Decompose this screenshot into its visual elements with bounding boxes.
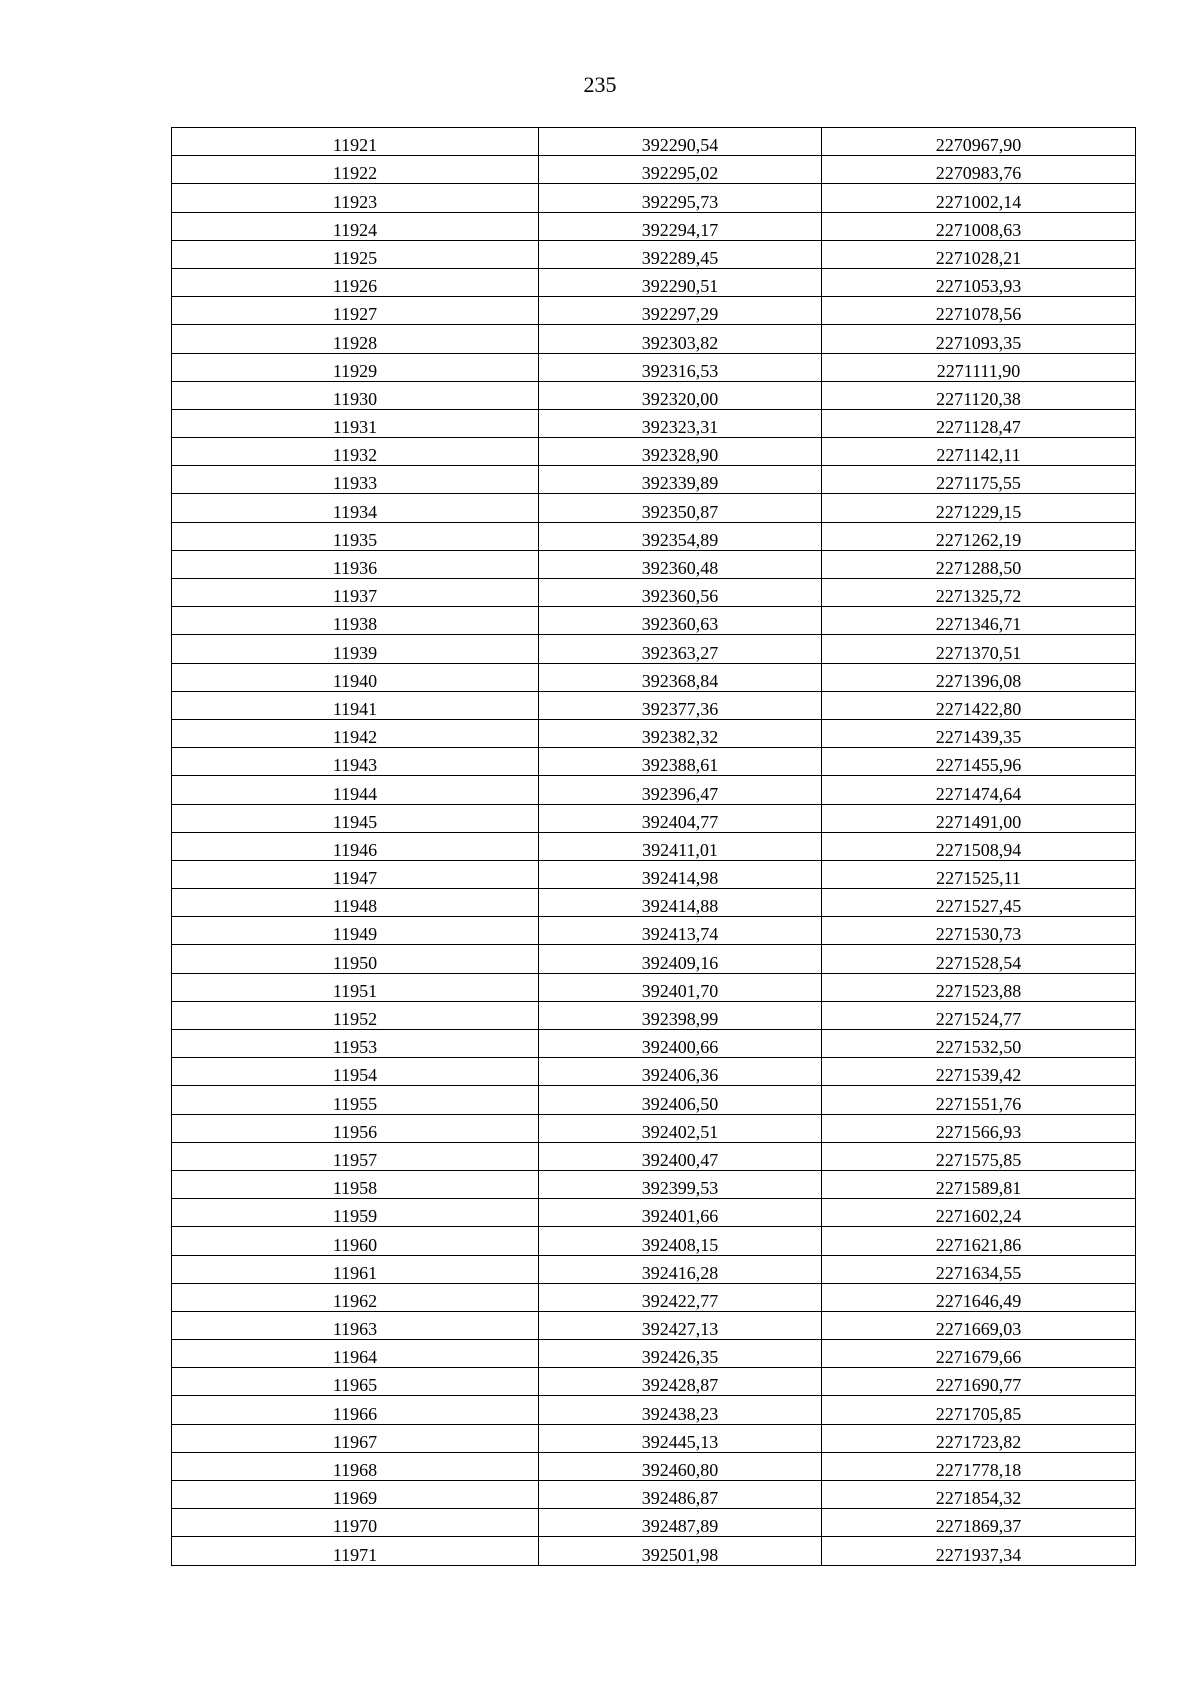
- y-coordinate-cell: 2271370,51: [822, 635, 1136, 663]
- table-row: [172, 522, 1136, 550]
- y-coordinate-cell: 2271229,15: [822, 494, 1136, 522]
- table-row: [172, 353, 1136, 381]
- point-number-cell: 11964: [172, 1340, 539, 1368]
- x-coordinate-cell: 392360,56: [539, 579, 822, 607]
- y-coordinate-cell: 2271589,81: [822, 1170, 1136, 1198]
- y-coordinate-cell: 2271093,35: [822, 325, 1136, 353]
- point-number-cell: 11942: [172, 719, 539, 747]
- y-coordinate-cell: 2271491,00: [822, 804, 1136, 832]
- table-row: [172, 917, 1136, 945]
- point-number-cell: 11962: [172, 1283, 539, 1311]
- y-coordinate-cell: 2271566,93: [822, 1114, 1136, 1142]
- point-number-cell: 11953: [172, 1030, 539, 1058]
- point-number-cell: 11931: [172, 409, 539, 437]
- table-row: [172, 719, 1136, 747]
- table-row: [172, 297, 1136, 325]
- point-number-cell: 11939: [172, 635, 539, 663]
- x-coordinate-cell: 392406,36: [539, 1058, 822, 1086]
- point-number-cell: 11967: [172, 1424, 539, 1452]
- table-row: [172, 156, 1136, 184]
- x-coordinate-cell: 392377,36: [539, 691, 822, 719]
- point-number-cell: 11963: [172, 1311, 539, 1339]
- x-coordinate-cell: 392297,29: [539, 297, 822, 325]
- x-coordinate-cell: 392289,45: [539, 240, 822, 268]
- y-coordinate-cell: 2271455,96: [822, 748, 1136, 776]
- point-number-cell: 11956: [172, 1114, 539, 1142]
- x-coordinate-cell: 392414,88: [539, 889, 822, 917]
- point-number-cell: 11943: [172, 748, 539, 776]
- y-coordinate-cell: 2271532,50: [822, 1030, 1136, 1058]
- table-row: [172, 748, 1136, 776]
- x-coordinate-cell: 392416,28: [539, 1255, 822, 1283]
- point-number-cell: 11970: [172, 1509, 539, 1537]
- y-coordinate-cell: 2271530,73: [822, 917, 1136, 945]
- y-coordinate-cell: 2270983,76: [822, 156, 1136, 184]
- x-coordinate-cell: 392396,47: [539, 776, 822, 804]
- x-coordinate-cell: 392303,82: [539, 325, 822, 353]
- table-row: [172, 1368, 1136, 1396]
- table-row: [172, 1170, 1136, 1198]
- table-row: [172, 635, 1136, 663]
- table-row: [172, 1481, 1136, 1509]
- point-number-cell: 11936: [172, 550, 539, 578]
- x-coordinate-cell: 392320,00: [539, 381, 822, 409]
- y-coordinate-cell: 2271346,71: [822, 607, 1136, 635]
- x-coordinate-cell: 392382,32: [539, 719, 822, 747]
- y-coordinate-cell: 2271528,54: [822, 945, 1136, 973]
- x-coordinate-cell: 392428,87: [539, 1368, 822, 1396]
- y-coordinate-cell: 2271669,03: [822, 1311, 1136, 1339]
- table-row: [172, 466, 1136, 494]
- table-row: [172, 1227, 1136, 1255]
- table-row: [172, 1030, 1136, 1058]
- x-coordinate-cell: 392350,87: [539, 494, 822, 522]
- point-number-cell: 11924: [172, 212, 539, 240]
- y-coordinate-cell: 2271527,45: [822, 889, 1136, 917]
- point-number-cell: 11949: [172, 917, 539, 945]
- x-coordinate-cell: 392398,99: [539, 1001, 822, 1029]
- point-number-cell: 11966: [172, 1396, 539, 1424]
- table-row: [172, 832, 1136, 860]
- y-coordinate-cell: 2271679,66: [822, 1340, 1136, 1368]
- table-row: [172, 1058, 1136, 1086]
- x-coordinate-cell: 392399,53: [539, 1170, 822, 1198]
- x-coordinate-cell: 392400,47: [539, 1142, 822, 1170]
- y-coordinate-cell: 2271288,50: [822, 550, 1136, 578]
- point-number-cell: 11968: [172, 1452, 539, 1480]
- point-number-cell: 11950: [172, 945, 539, 973]
- y-coordinate-cell: 2271602,24: [822, 1199, 1136, 1227]
- table-row: [172, 663, 1136, 691]
- x-coordinate-cell: 392501,98: [539, 1537, 822, 1565]
- x-coordinate-cell: 392388,61: [539, 748, 822, 776]
- page-number: 235: [583, 72, 617, 97]
- point-number-cell: 11971: [172, 1537, 539, 1565]
- x-coordinate-cell: 392294,17: [539, 212, 822, 240]
- table-row: [172, 607, 1136, 635]
- y-coordinate-cell: 2271551,76: [822, 1086, 1136, 1114]
- x-coordinate-cell: 392290,51: [539, 268, 822, 296]
- y-coordinate-cell: 2271008,63: [822, 212, 1136, 240]
- y-coordinate-cell: 2271508,94: [822, 832, 1136, 860]
- y-coordinate-cell: 2271539,42: [822, 1058, 1136, 1086]
- point-number-cell: 11960: [172, 1227, 539, 1255]
- point-number-cell: 11928: [172, 325, 539, 353]
- y-coordinate-cell: 2271474,64: [822, 776, 1136, 804]
- x-coordinate-cell: 392427,13: [539, 1311, 822, 1339]
- table-row: [172, 325, 1136, 353]
- table-row: [172, 1509, 1136, 1537]
- table-row: [172, 1340, 1136, 1368]
- y-coordinate-cell: 2271575,85: [822, 1142, 1136, 1170]
- x-coordinate-cell: 392339,89: [539, 466, 822, 494]
- x-coordinate-cell: 392422,77: [539, 1283, 822, 1311]
- table-row: [172, 860, 1136, 888]
- y-coordinate-cell: 2271422,80: [822, 691, 1136, 719]
- point-number-cell: 11965: [172, 1368, 539, 1396]
- point-number-cell: 11955: [172, 1086, 539, 1114]
- table-row: [172, 973, 1136, 1001]
- point-number-cell: 11926: [172, 268, 539, 296]
- table-row: [172, 776, 1136, 804]
- table-row: [172, 240, 1136, 268]
- x-coordinate-cell: 392400,66: [539, 1030, 822, 1058]
- x-coordinate-cell: 392487,89: [539, 1509, 822, 1537]
- x-coordinate-cell: 392438,23: [539, 1396, 822, 1424]
- x-coordinate-cell: 392323,31: [539, 409, 822, 437]
- y-coordinate-cell: 2271120,38: [822, 381, 1136, 409]
- y-coordinate-cell: 2271175,55: [822, 466, 1136, 494]
- table-row: [172, 212, 1136, 240]
- table-row: [172, 409, 1136, 437]
- y-coordinate-cell: 2271937,34: [822, 1537, 1136, 1565]
- x-coordinate-cell: 392406,50: [539, 1086, 822, 1114]
- y-coordinate-cell: 2271634,55: [822, 1255, 1136, 1283]
- coordinates-table-body: [172, 128, 1136, 1566]
- table-row: [172, 438, 1136, 466]
- x-coordinate-cell: 392290,54: [539, 128, 822, 156]
- point-number-cell: 11938: [172, 607, 539, 635]
- point-number-cell: 11947: [172, 860, 539, 888]
- point-number-cell: 11941: [172, 691, 539, 719]
- y-coordinate-cell: 2271078,56: [822, 297, 1136, 325]
- y-coordinate-cell: 2271723,82: [822, 1424, 1136, 1452]
- table-row: [172, 945, 1136, 973]
- x-coordinate-cell: 392409,16: [539, 945, 822, 973]
- table-row: [172, 1424, 1136, 1452]
- x-coordinate-cell: 392328,90: [539, 438, 822, 466]
- y-coordinate-cell: 2271621,86: [822, 1227, 1136, 1255]
- table-row: [172, 550, 1136, 578]
- x-coordinate-cell: 392414,98: [539, 860, 822, 888]
- x-coordinate-cell: 392316,53: [539, 353, 822, 381]
- x-coordinate-cell: 392404,77: [539, 804, 822, 832]
- y-coordinate-cell: 2271262,19: [822, 522, 1136, 550]
- x-coordinate-cell: 392360,63: [539, 607, 822, 635]
- table-row: [172, 1114, 1136, 1142]
- point-number-cell: 11952: [172, 1001, 539, 1029]
- x-coordinate-cell: 392460,80: [539, 1452, 822, 1480]
- y-coordinate-cell: 2271778,18: [822, 1452, 1136, 1480]
- y-coordinate-cell: 2271439,35: [822, 719, 1136, 747]
- table-row: [172, 1255, 1136, 1283]
- point-number-cell: 11921: [172, 128, 539, 156]
- y-coordinate-cell: 2271053,93: [822, 268, 1136, 296]
- table-row: [172, 1452, 1136, 1480]
- table-row: [172, 691, 1136, 719]
- x-coordinate-cell: 392401,66: [539, 1199, 822, 1227]
- point-number-cell: 11934: [172, 494, 539, 522]
- x-coordinate-cell: 392486,87: [539, 1481, 822, 1509]
- x-coordinate-cell: 392368,84: [539, 663, 822, 691]
- point-number-cell: 11961: [172, 1255, 539, 1283]
- table-row: [172, 889, 1136, 917]
- table-row: [172, 1537, 1136, 1565]
- table-row: [172, 1283, 1136, 1311]
- x-coordinate-cell: 392295,02: [539, 156, 822, 184]
- point-number-cell: 11930: [172, 381, 539, 409]
- y-coordinate-cell: 2271525,11: [822, 860, 1136, 888]
- y-coordinate-cell: 2271111,90: [822, 353, 1136, 381]
- y-coordinate-cell: 2271325,72: [822, 579, 1136, 607]
- point-number-cell: 11951: [172, 973, 539, 1001]
- point-number-cell: 11925: [172, 240, 539, 268]
- point-number-cell: 11935: [172, 522, 539, 550]
- y-coordinate-cell: 2271854,32: [822, 1481, 1136, 1509]
- y-coordinate-cell: 2271396,08: [822, 663, 1136, 691]
- table-row: [172, 381, 1136, 409]
- point-number-cell: 11932: [172, 438, 539, 466]
- y-coordinate-cell: 2271646,49: [822, 1283, 1136, 1311]
- y-coordinate-cell: 2271869,37: [822, 1509, 1136, 1537]
- point-number-cell: 11922: [172, 156, 539, 184]
- point-number-cell: 11946: [172, 832, 539, 860]
- table-row: [172, 1199, 1136, 1227]
- point-number-cell: 11923: [172, 184, 539, 212]
- table-row: [172, 268, 1136, 296]
- y-coordinate-cell: 2271028,21: [822, 240, 1136, 268]
- table-row: [172, 494, 1136, 522]
- x-coordinate-cell: 392295,73: [539, 184, 822, 212]
- y-coordinate-cell: 2271142,11: [822, 438, 1136, 466]
- table-row: [172, 1396, 1136, 1424]
- x-coordinate-cell: 392401,70: [539, 973, 822, 1001]
- point-number-cell: 11958: [172, 1170, 539, 1198]
- x-coordinate-cell: 392426,35: [539, 1340, 822, 1368]
- x-coordinate-cell: 392360,48: [539, 550, 822, 578]
- point-number-cell: 11940: [172, 663, 539, 691]
- x-coordinate-cell: 392354,89: [539, 522, 822, 550]
- x-coordinate-cell: 392363,27: [539, 635, 822, 663]
- table-row: [172, 1001, 1136, 1029]
- point-number-cell: 11969: [172, 1481, 539, 1509]
- point-number-cell: 11933: [172, 466, 539, 494]
- y-coordinate-cell: 2271705,85: [822, 1396, 1136, 1424]
- point-number-cell: 11937: [172, 579, 539, 607]
- table-row: [172, 184, 1136, 212]
- point-number-cell: 11954: [172, 1058, 539, 1086]
- y-coordinate-cell: 2271524,77: [822, 1001, 1136, 1029]
- table-row: [172, 1311, 1136, 1339]
- table-row: [172, 804, 1136, 832]
- point-number-cell: 11959: [172, 1199, 539, 1227]
- y-coordinate-cell: 2270967,90: [822, 128, 1136, 156]
- point-number-cell: 11945: [172, 804, 539, 832]
- x-coordinate-cell: 392402,51: [539, 1114, 822, 1142]
- y-coordinate-cell: 2271523,88: [822, 973, 1136, 1001]
- y-coordinate-cell: 2271002,14: [822, 184, 1136, 212]
- point-number-cell: 11948: [172, 889, 539, 917]
- point-number-cell: 11957: [172, 1142, 539, 1170]
- y-coordinate-cell: 2271690,77: [822, 1368, 1136, 1396]
- x-coordinate-cell: 392445,13: [539, 1424, 822, 1452]
- table-row: [172, 1086, 1136, 1114]
- table-row: [172, 579, 1136, 607]
- coordinates-table: [171, 127, 1136, 1566]
- x-coordinate-cell: 392408,15: [539, 1227, 822, 1255]
- x-coordinate-cell: 392413,74: [539, 917, 822, 945]
- point-number-cell: 11929: [172, 353, 539, 381]
- y-coordinate-cell: 2271128,47: [822, 409, 1136, 437]
- table-row: [172, 1142, 1136, 1170]
- x-coordinate-cell: 392411,01: [539, 832, 822, 860]
- point-number-cell: 11944: [172, 776, 539, 804]
- point-number-cell: 11927: [172, 297, 539, 325]
- table-row: [172, 128, 1136, 156]
